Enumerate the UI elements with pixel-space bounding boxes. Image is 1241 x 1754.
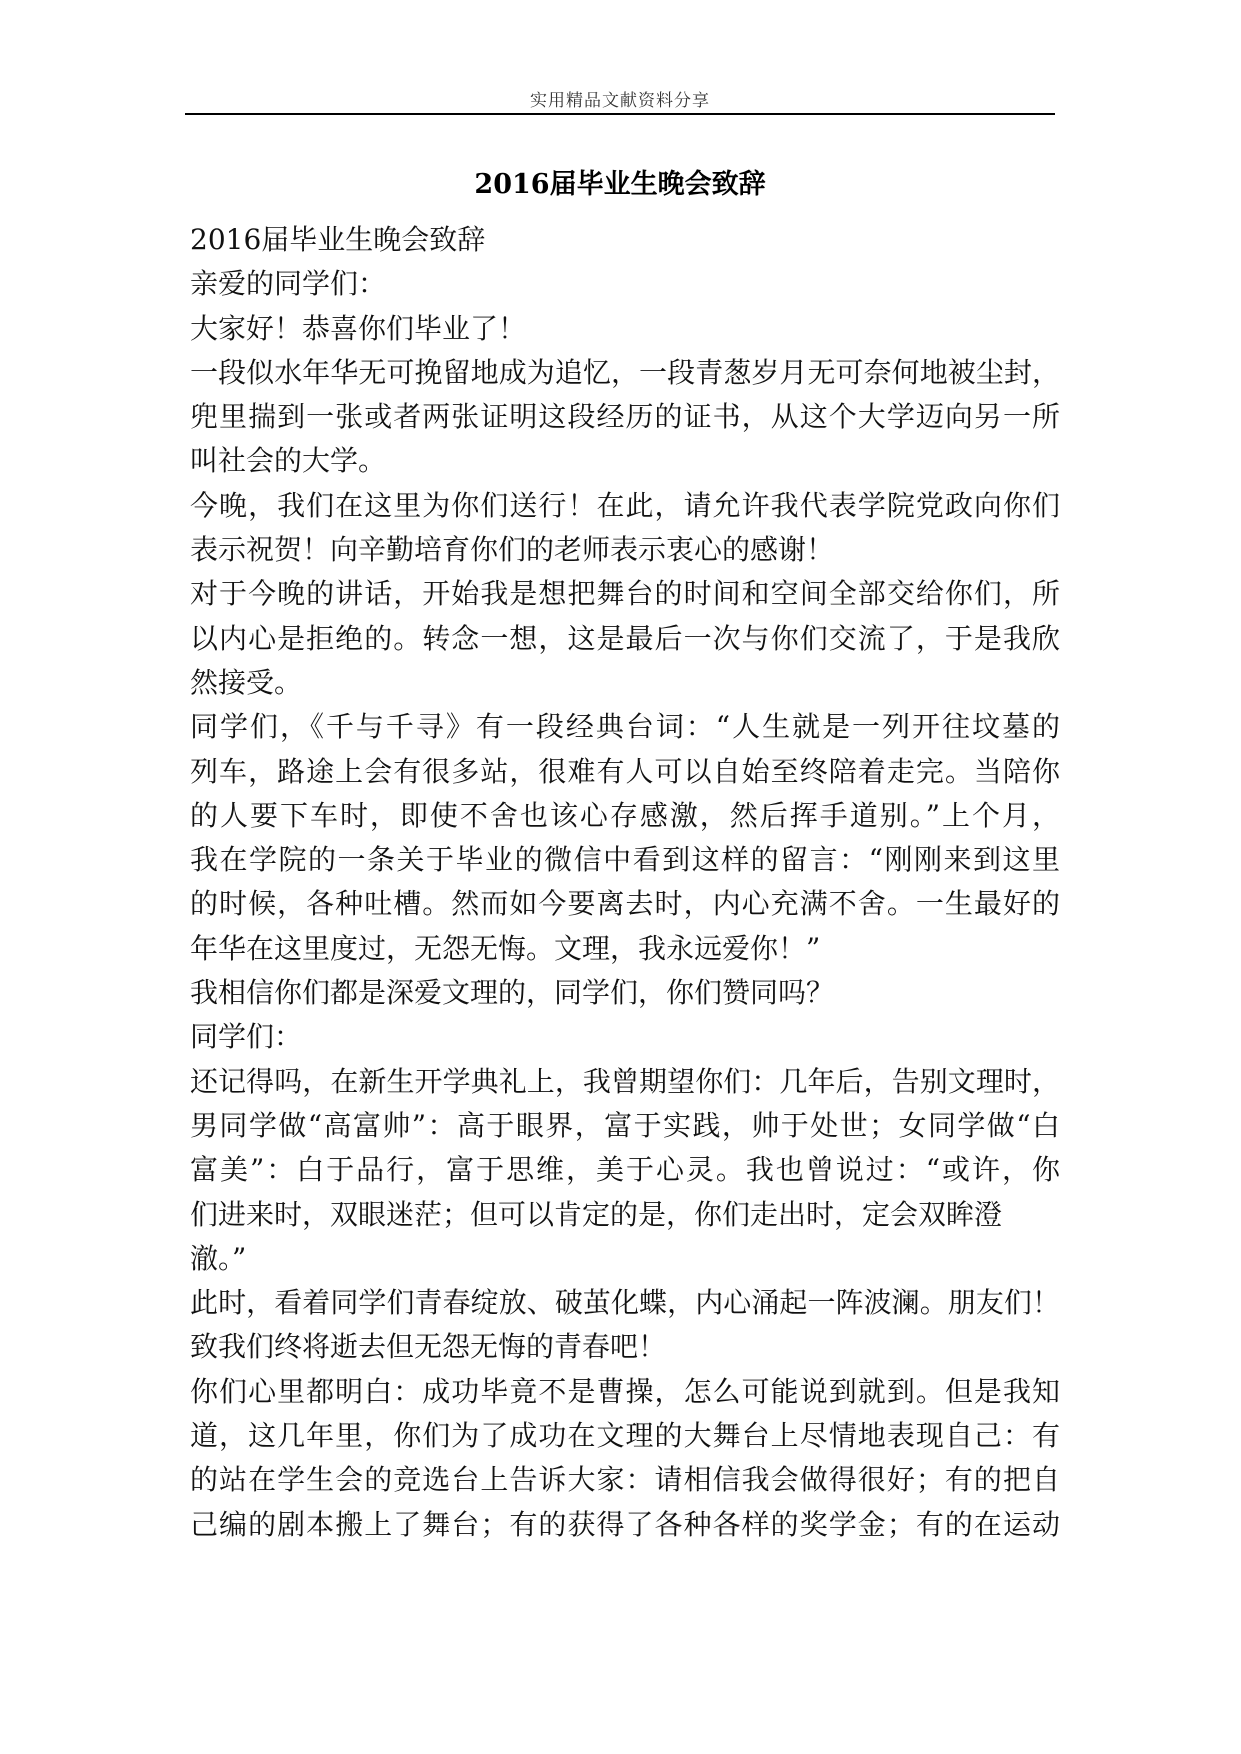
text-line: 致我们终将逝去但无怨无悔的青春吧！	[190, 1330, 667, 1364]
text-line: 今晚，我们在这里为你们送行！在此，请允许我代表学院党政向你们	[190, 488, 1060, 522]
text-line: 同学们：	[190, 1020, 303, 1054]
text-line: 我相信你们都是深爱文理的，同学们，你们赞同吗？	[190, 976, 835, 1010]
text-line: 己编的剧本搬上了舞台；有的获得了各种各样的奖学金；有的在运动	[190, 1507, 1060, 1541]
text-line: 我在学院的一条关于毕业的微信中看到这样的留言：“刚刚来到这里	[190, 843, 1060, 877]
text-line: 的人要下车时，即使不舍也该心存感激，然后挥手道别。”上个月，	[190, 798, 1060, 832]
text-line: 2016届毕业生晚会致辞	[190, 223, 486, 256]
text-line: 男同学做“高富帅”：高于眼界，富于实践，帅于处世；女同学做“白	[190, 1108, 1060, 1142]
text-line: 此时，看着同学们青春绽放、破茧化蝶，内心涌起一阵波澜。朋友们！	[190, 1286, 1060, 1320]
text-line: 同学们，《千与千寻》有一段经典台词：“人生就是一列开往坟墓的	[190, 710, 1060, 744]
text-line: 大家好！恭喜你们毕业了！	[190, 311, 527, 345]
text-line: 还记得吗，在新生开学典礼上，我曾期望你们：几年后，告别文理时，	[190, 1064, 1060, 1098]
text-line: 表示祝贺！向辛勤培育你们的老师表示衷心的感谢！	[190, 533, 835, 567]
text-line: 叫社会的大学。	[190, 444, 387, 478]
body-text	[190, 218, 1060, 1547]
text-line: 然接受。	[190, 665, 303, 699]
text-line: 一段似水年华无可挽留地成为追忆，一段青葱岁月无可奈何地被尘封，	[190, 355, 1060, 389]
header-rule	[185, 113, 1055, 115]
text-line: 你们心里都明白：成功毕竟不是曹操，怎么可能说到就到。但是我知	[190, 1374, 1060, 1408]
text-line: 列车，路途上会有很多站，很难有人可以自始至终陪着走完。当陪你	[190, 754, 1060, 788]
text-line: 亲爱的同学们：	[190, 267, 387, 301]
text-line: 澈。”	[190, 1241, 247, 1275]
text-line: 的站在学生会的竞选台上告诉大家：请相信我会做得很好；有的把自	[190, 1463, 1060, 1497]
text-line: 以内心是拒绝的。转念一想，这是最后一次与你们交流了，于是我欣	[190, 621, 1060, 655]
text-line: 年华在这里度过，无怨无悔。文理，我永远爱你！”	[190, 931, 821, 965]
running-header: 实用精品文献资料分享	[530, 91, 710, 111]
text-line: 们进来时，双眼迷茫；但可以肯定的是，你们走出时，定会双眸澄	[190, 1197, 1003, 1231]
document-title: 2016届毕业生晚会致辞	[474, 169, 766, 200]
text-line: 的时候，各种吐槽。然而如今要离去时，内心充满不舍。一生最好的	[190, 887, 1060, 921]
text-line: 对于今晚的讲话，开始我是想把舞台的时间和空间全部交给你们，所	[190, 577, 1060, 611]
text-line: 兜里揣到一张或者两张证明这段经历的证书，从这个大学迈向另一所	[190, 400, 1060, 434]
text-line: 道，这几年里，你们为了成功在文理的大舞台上尽情地表现自己：有	[190, 1419, 1060, 1453]
text-line: 富美”：白于品行，富于思维，美于心灵。我也曾说过：“或许，你	[190, 1153, 1060, 1187]
